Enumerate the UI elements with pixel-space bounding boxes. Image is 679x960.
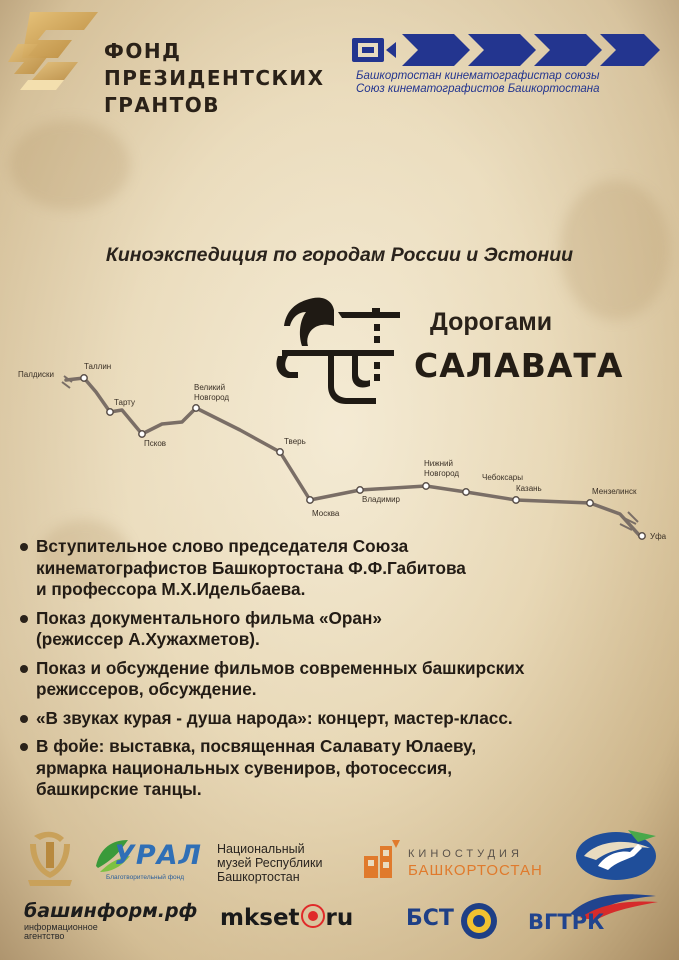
bullet-icon — [20, 715, 28, 723]
vgtrk-logo — [520, 890, 660, 944]
program-item — [18, 658, 668, 701]
route-map — [0, 340, 679, 550]
bullet-icon — [20, 615, 28, 623]
city-marker — [81, 375, 87, 381]
city-marker — [463, 489, 469, 495]
city-marker — [277, 449, 283, 455]
bullet-icon — [20, 543, 28, 551]
fund-line: ГРАНТОВ — [104, 93, 221, 117]
program-item-text: «В звуках курая - душа народа»: концерт, мастер-класс. — [36, 707, 513, 728]
vgtrk-wordmark: ВГТРК — [528, 910, 605, 934]
city-label: Чебоксары — [482, 473, 523, 482]
museum-line: Национальный — [217, 842, 305, 856]
city-label: Москва — [312, 509, 340, 518]
horse-emblem-logo — [568, 826, 664, 882]
program-item — [18, 708, 668, 730]
union-name-bashkir: Башкортостан кинематографистар союзы — [356, 70, 600, 82]
program-item-text: Показ документального фильма «Оран» (режиссер А.Хужахметов). — [36, 607, 382, 649]
city-marker — [139, 431, 145, 437]
expedition-subtitle: Киноэкспедиция по городам России и Эстонии — [105, 244, 574, 266]
union-name-russian: Союз кинематографистов Башкортостана — [356, 83, 600, 95]
city-label: Великий Новгород — [194, 383, 230, 402]
bashinform-subtitle: информационное агентство — [24, 922, 98, 941]
city-label: Нижний Новгород — [424, 459, 460, 478]
program-item — [18, 608, 668, 651]
program-item-text: В фойе: выставка, посвященная Салавату Юлаеву, ярмарка национальных сувениров, фотосессия, башкирские танцы. — [36, 736, 477, 799]
title-line-1: Дорогами — [430, 308, 553, 336]
film-studio-icon — [362, 838, 402, 880]
city-marker — [357, 487, 363, 493]
program-list — [18, 536, 668, 808]
fund-line: ФОНД — [104, 39, 182, 63]
program-item-text: Вступительное слово председателя Союза кинематографистов Башкортостана Ф.Ф.Габитова и профессора М.Х.Идельбаева. — [36, 536, 466, 599]
city-marker — [107, 409, 113, 415]
city-label: Таллин — [84, 362, 112, 371]
city-markers — [81, 375, 645, 539]
title-line-2: САЛАВАТА — [414, 346, 624, 385]
program-item-text: Показ и обсуждение фильмов современных башкирских режиссеров, обсуждение. — [36, 657, 525, 699]
city-label: Мензелинск — [592, 487, 637, 496]
record-icon — [301, 904, 325, 928]
presidential-grants-logo — [8, 10, 100, 92]
mkset-domain: ru — [325, 905, 354, 931]
mkset-logo — [220, 904, 390, 931]
bashinform-logo — [24, 900, 214, 941]
city-label: Казань — [516, 484, 542, 493]
city-marker — [307, 497, 313, 503]
museum-line: музей Республики — [217, 856, 323, 870]
program-item — [18, 536, 668, 601]
presidential-grants-title — [104, 38, 334, 119]
city-marker — [587, 500, 593, 506]
filmmakers-union-logo — [350, 28, 662, 98]
city-label: Уфа — [650, 532, 667, 541]
city-label: Палдиски — [18, 370, 54, 379]
city-label: Тверь — [284, 437, 306, 446]
bst-logo — [406, 900, 502, 944]
bullet-icon — [20, 665, 28, 673]
camera-chevrons-icon — [350, 28, 662, 68]
paper-stain — [10, 120, 130, 210]
bst-wordmark: БСТ — [406, 906, 454, 931]
museum-line: Башкортостан — [217, 870, 300, 884]
fund-line: ПРЕЗИДЕНТСКИХ — [104, 66, 325, 90]
route-line — [66, 378, 640, 536]
film-studio-logo — [362, 836, 562, 884]
ural-wordmark: УРАЛ — [114, 840, 202, 871]
city-marker — [193, 405, 199, 411]
bullet-icon — [20, 743, 28, 751]
national-museum-logo — [217, 842, 347, 884]
ural-subtitle: Благотворительный фонд — [106, 874, 185, 881]
city-label: Владимир — [362, 495, 401, 504]
ministry-culture-logo — [24, 828, 76, 888]
studio-name: БАШКОРТОСТАН — [408, 862, 543, 879]
program-item — [18, 736, 668, 801]
studio-label: КИНОСТУДИЯ — [408, 848, 523, 860]
city-marker — [513, 497, 519, 503]
bst-globe-icon — [460, 902, 498, 940]
mkset-wordmark: mkset — [220, 905, 300, 931]
city-label: Тарту — [114, 398, 136, 407]
city-label: Псков — [144, 439, 167, 448]
bashinform-wordmark: башинформ.рф — [24, 900, 198, 922]
ural-fund-logo — [92, 836, 212, 888]
city-marker — [423, 483, 429, 489]
